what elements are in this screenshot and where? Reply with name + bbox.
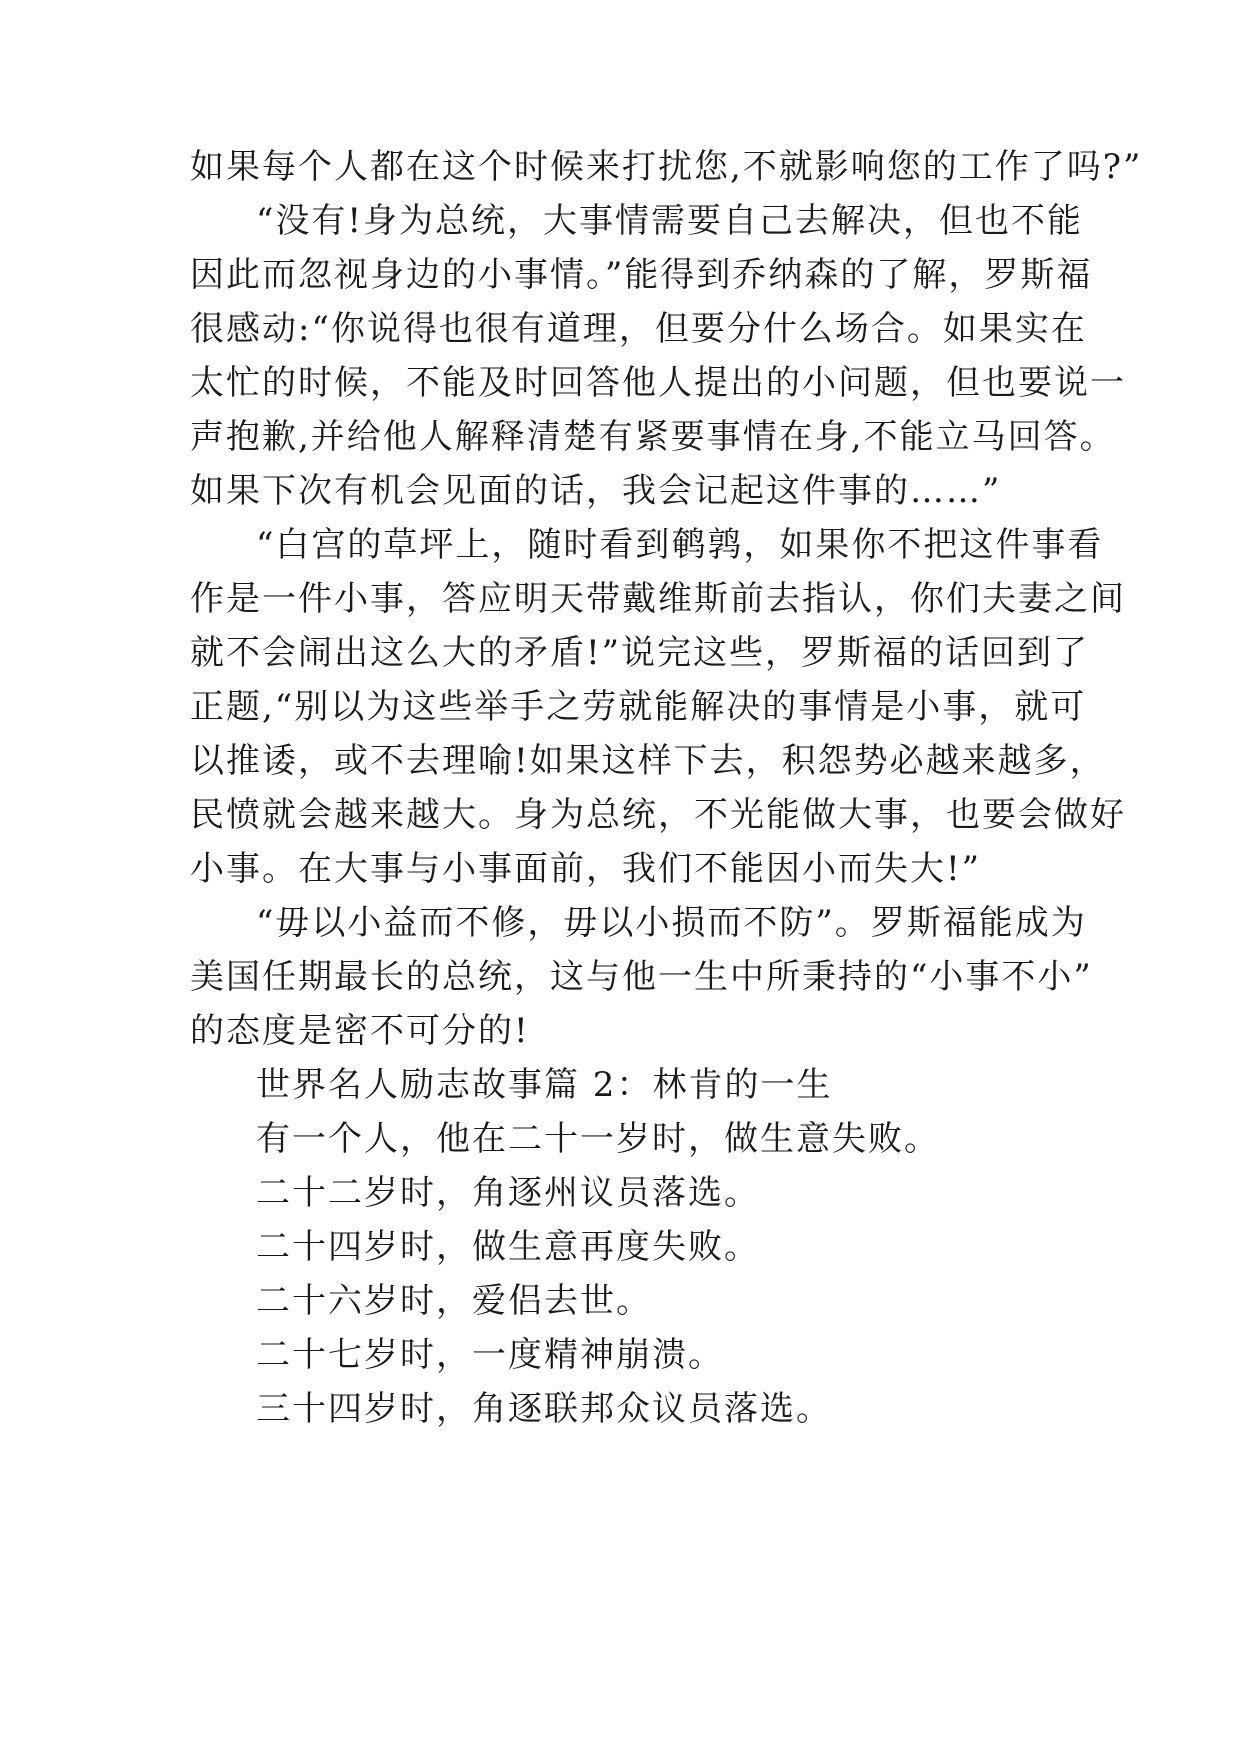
text-line: 作是一件小事，答应明天带戴维斯前去指认，你们夫妻之间: [190, 579, 1126, 619]
text-line: 以推诿，或不去理喻!如果这样下去，积怨势必越来越多，: [190, 741, 1106, 781]
text-line: 有一个人，他在二十一岁时，做生意失败。: [256, 1119, 940, 1159]
text-line: 民愤就会越来越大。身为总统，不光能做大事，也要会做好: [190, 795, 1126, 835]
text-line: 二十六岁时，爱侣去世。: [256, 1281, 652, 1321]
text-line: 如果下次有机会见面的话，我会记起这件事的……”: [190, 471, 1002, 511]
text-line: 二十四岁时，做生意再度失败。: [256, 1227, 760, 1267]
text-line: 太忙的时候，不能及时回答他人提出的小问题，但也要说一: [190, 363, 1126, 403]
text-line: 正题,“别以为这些举手之劳就能解决的事情是小事，就可: [190, 687, 1087, 727]
text-line: 声抱歉,并给他人解释清楚有紧要事情在身,不能立马回答。: [190, 417, 1116, 457]
text-line: 三十四岁时，角逐联邦众议员落选。: [256, 1389, 832, 1429]
text-line: “没有!身为总统，大事情需要自己去解决，但也不能: [256, 201, 1084, 241]
text-line: 小事。在大事与小事面前，我们不能因小而失大!”: [190, 849, 982, 889]
text-line: 的态度是密不可分的!: [190, 1011, 530, 1051]
section-heading: 世界名人励志故事篇 2：林肯的一生: [256, 1065, 833, 1105]
text-line: 二十七岁时，一度精神崩溃。: [256, 1335, 724, 1375]
text-line: “毋以小益而不修，毋以小损而不防”。罗斯福能成为: [256, 903, 1087, 943]
text-line: 美国任期最长的总统，这与他一生中所秉持的“小事不小”: [190, 957, 1093, 997]
text-line: 二十二岁时，角逐州议员落选。: [256, 1173, 760, 1213]
text-line: “白宫的草坪上，随时看到鹌鹑，如果你不把这件事看: [256, 525, 1104, 565]
text-line: 很感动:“你说得也很有道理，但要分什么场合。如果实在: [190, 309, 1087, 349]
text-line: 如果每个人都在这个时候来打扰您,不就影响您的工作了吗?”: [190, 147, 1143, 187]
text-line: 就不会闹出这么大的矛盾!”说完这些，罗斯福的话回到了: [190, 633, 1090, 673]
text-line: 因此而忽视身边的小事情。”能得到乔纳森的了解，罗斯福: [190, 255, 1093, 295]
